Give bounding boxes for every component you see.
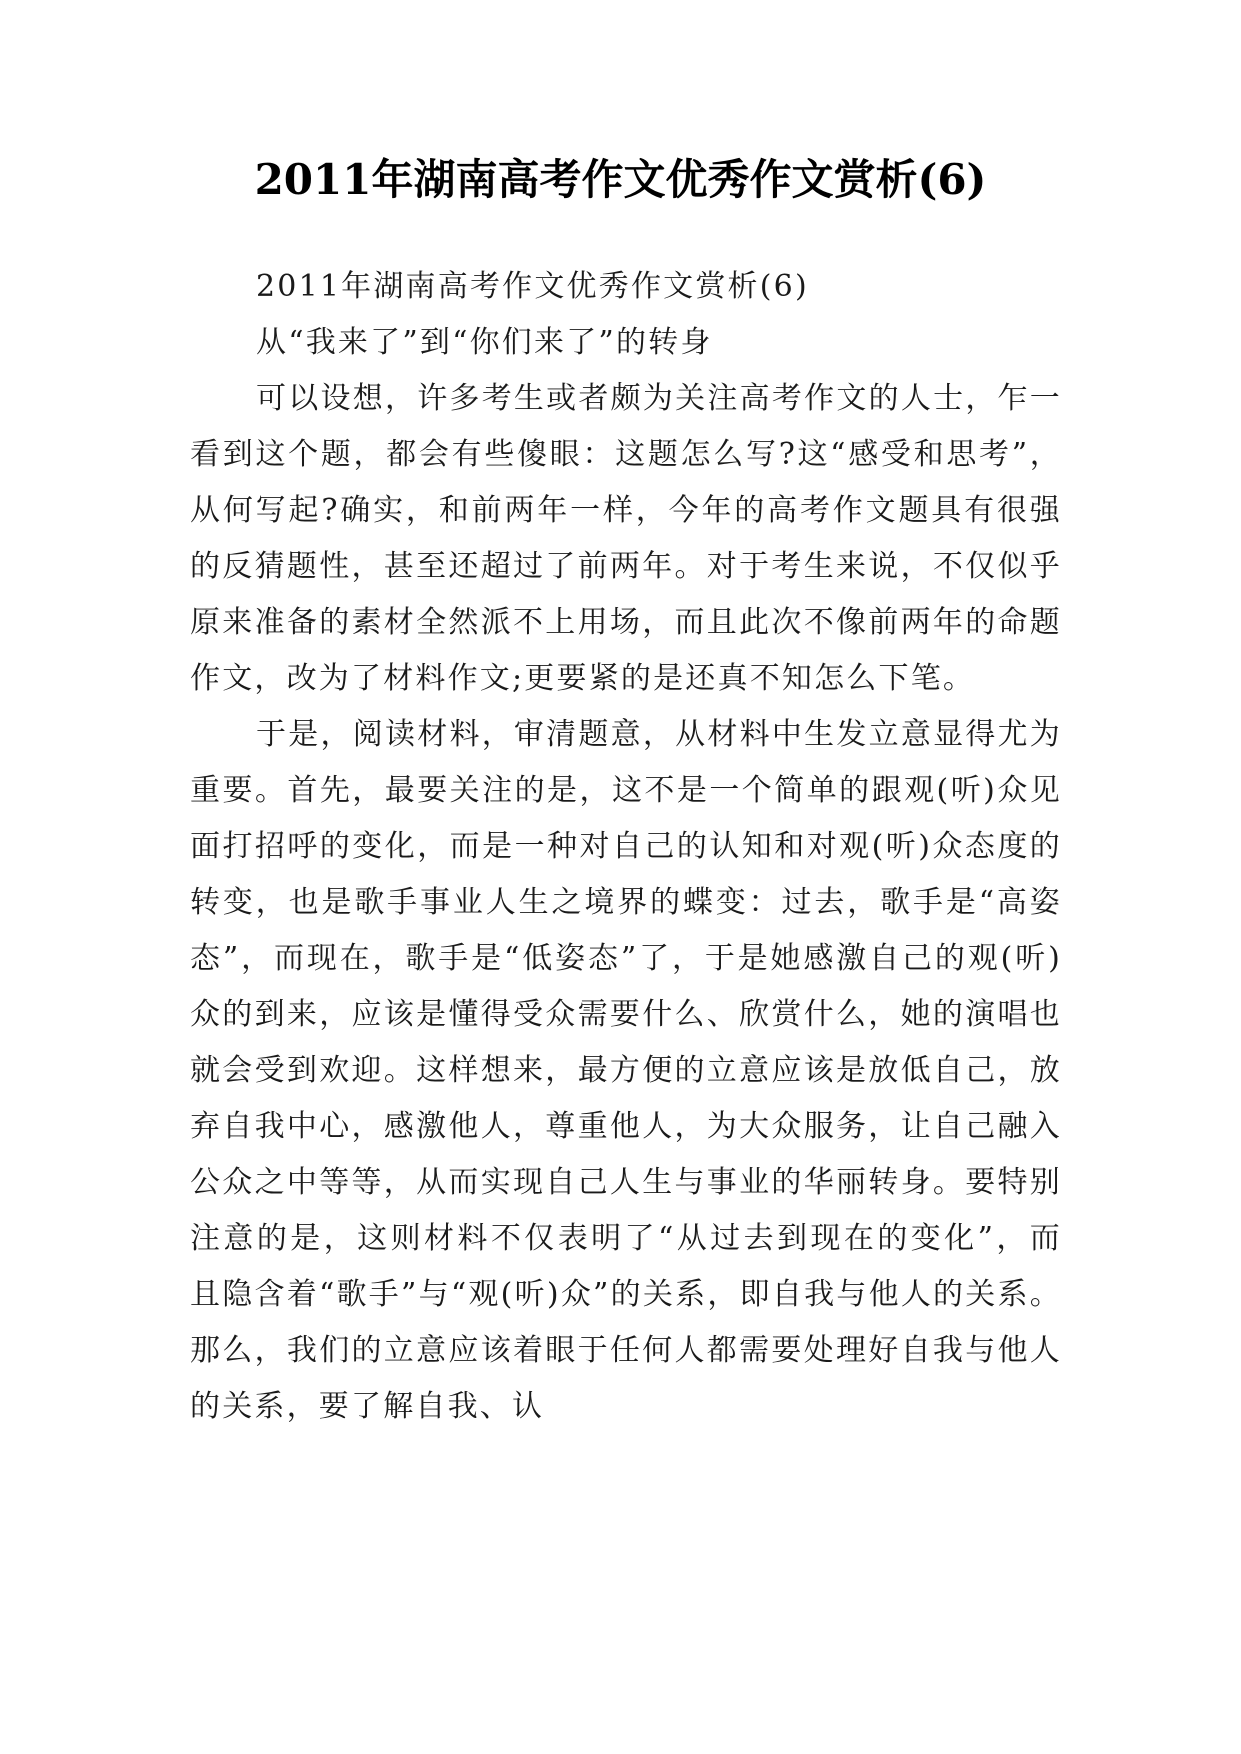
document-title: 2011年湖南高考作文优秀作文赏析(6) <box>254 155 987 204</box>
document-body <box>190 259 1062 1435</box>
paragraph-body-2: 于是，阅读材料，审清题意，从材料中生发立意显得尤为重要。首先，最要关注的是，这不是一个简单的跟观(听)众见面打招呼的变化，而是一种对自己的认知和对观(听)众态度的转变，也是歌手事业人生之境界的蝶变：过去，歌手是“高姿态”，而现在，歌手是“低姿态”了，于是她感激自己的观(听)众的到来，应该是懂得受众需要什么、欣赏什么，她的演唱也就会受到欢迎。这样想来，最方便的立意应该是放低自己，放弃自我中心，感激他人，尊重他人，为大众服务，让自己融入公众之中等等，从而实现自己人生与事业的华丽转身。要特别注意的是，这则材料不仅表明了“从过去到现在的变化”，而且隐含着“歌手”与“观(听)众”的关系，即自我与他人的关系。那么，我们的立意应该着眼于任何人都需要处理好自我与他人的关系，要了解自我、认 <box>190 717 1062 1424</box>
paragraph-subtitle-repeat: 2011年湖南高考作文优秀作文赏析(6) <box>256 269 809 304</box>
paragraph-essay-heading: 从“我来了”到“你们来了”的转身 <box>256 325 713 360</box>
paragraph-body-1: 可以设想，许多考生或者颇为关注高考作文的人士，乍一看到这个题，都会有些傻眼：这题怎么写?这“感受和思考”，从何写起?确实，和前两年一样，今年的高考作文题具有很强的反猜题性，甚至还超过了前两年。对于考生来说，不仅似乎原来准备的素材全然派不上用场，而且此次不像前两年的命题作文，改为了材料作文;更要紧的是还真不知怎么下笔。 <box>190 381 1062 696</box>
